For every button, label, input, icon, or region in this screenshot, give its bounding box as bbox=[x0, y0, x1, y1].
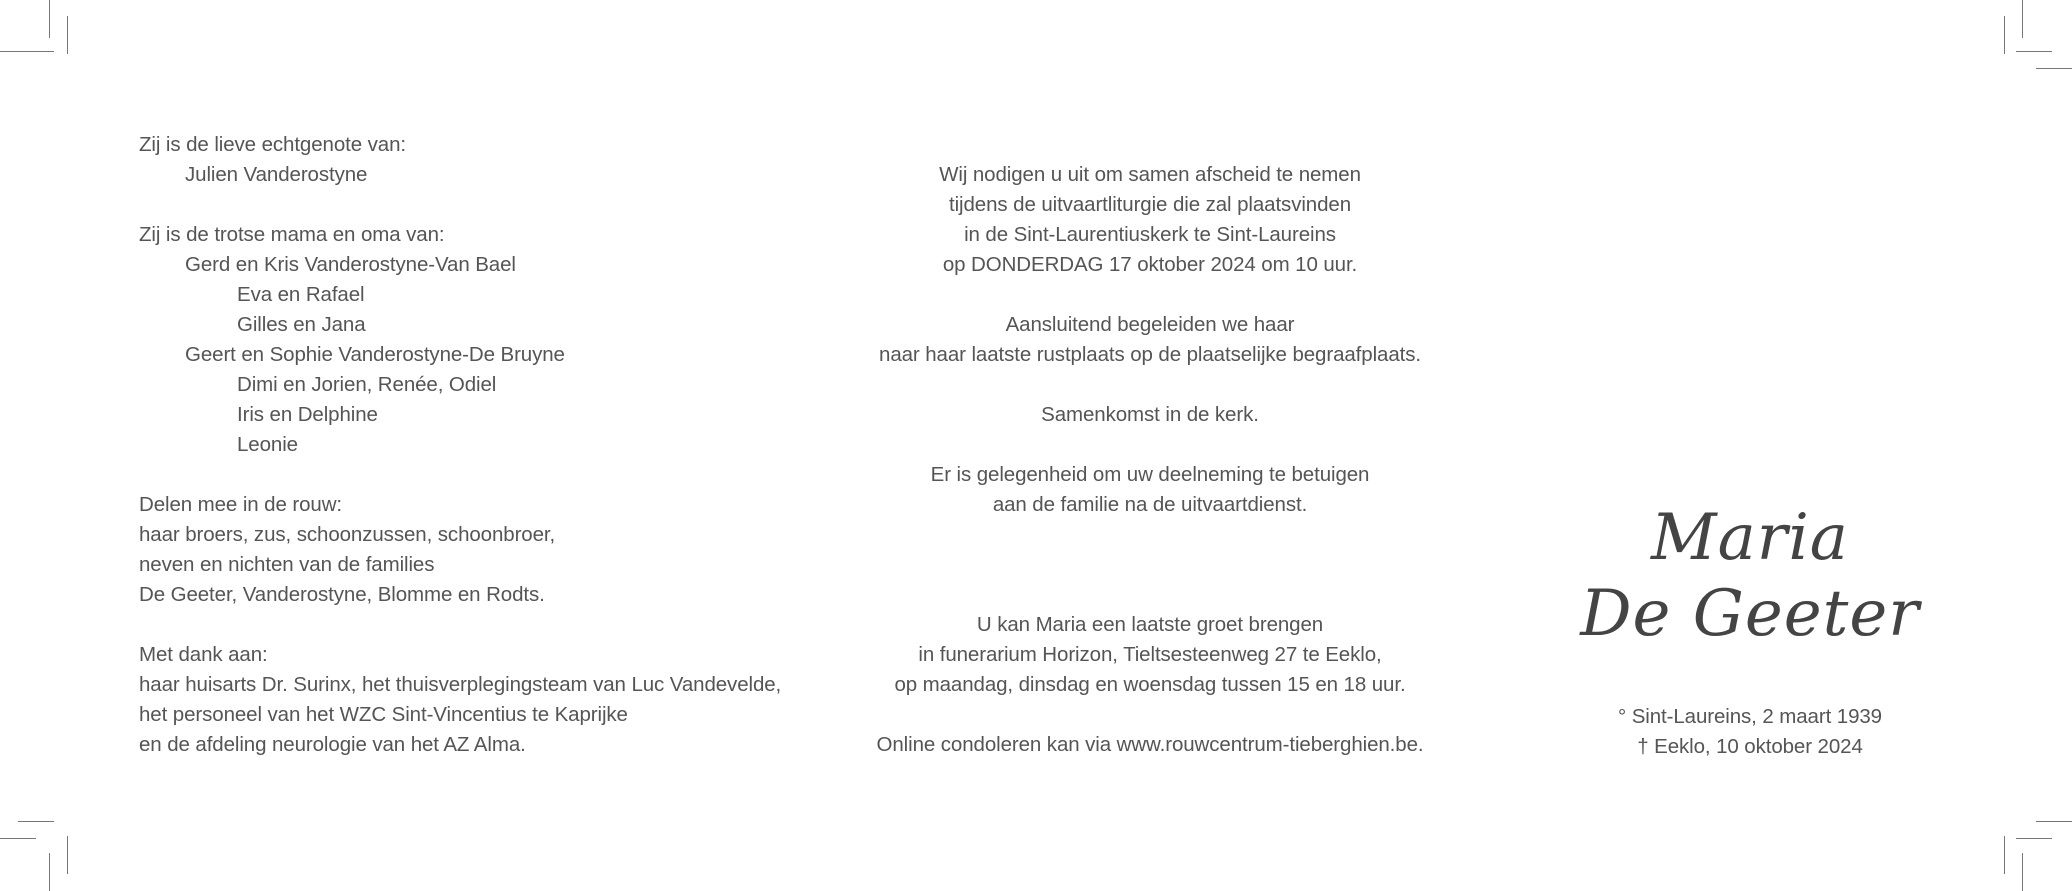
last-name: De Geeter bbox=[1580, 577, 1920, 651]
grandchild: Leonie bbox=[237, 433, 298, 456]
child-family: Geert en Sophie Vanderostyne-De Bruyne bbox=[185, 343, 565, 366]
burial-line: naar haar laatste rustplaats op de plaatselijke begraafplaats. bbox=[879, 343, 1421, 366]
crop-mark bbox=[49, 853, 50, 891]
crop-mark bbox=[2022, 0, 2023, 38]
crop-mark bbox=[67, 836, 68, 874]
deceased-name bbox=[1580, 500, 1920, 652]
life-dates bbox=[1560, 702, 1940, 762]
crop-mark bbox=[0, 838, 36, 839]
thanks-line: en de afdeling neurologie van het AZ Alma. bbox=[139, 733, 526, 756]
ceremony-column bbox=[850, 160, 1450, 760]
crop-mark bbox=[2036, 68, 2072, 69]
crop-mark bbox=[49, 0, 50, 38]
condolence-line: aan de familie na de uitvaartdienst. bbox=[992, 493, 1308, 516]
family-column bbox=[139, 130, 781, 760]
invitation-line: Wij nodigen u uit om samen afscheid te nemen bbox=[939, 163, 1361, 186]
online-condolence-line: Online condoleren kan via www.rouwcentrum-tieberghien.be. bbox=[876, 733, 1424, 756]
death-line: † Eeklo, 10 oktober 2024 bbox=[1637, 735, 1863, 758]
grandchild: Dimi en Jorien, Renée, Odiel bbox=[237, 373, 497, 396]
condolence-line: Er is gelegenheid om uw deelneming te betuigen bbox=[930, 463, 1370, 486]
crop-mark bbox=[2016, 838, 2052, 839]
grandchild: Gilles en Jana bbox=[237, 313, 366, 336]
children-heading: Zij is de trotse mama en oma van: bbox=[139, 223, 445, 246]
crop-mark bbox=[2016, 51, 2052, 52]
visitation-line: op maandag, dinsdag en woensdag tussen 15 en 18 uur. bbox=[894, 673, 1406, 696]
child-family: Gerd en Kris Vanderostyne-Van Bael bbox=[185, 253, 516, 276]
birth-line: ° Sint-Laureins, 2 maart 1939 bbox=[1618, 705, 1882, 728]
crop-mark bbox=[67, 16, 68, 54]
invitation-line: tijdens de uitvaartliturgie die zal plaatsvinden bbox=[948, 193, 1352, 216]
mourning-line: haar broers, zus, schoonzussen, schoonbroer, bbox=[139, 523, 556, 546]
grandchild: Iris en Delphine bbox=[237, 403, 378, 426]
crop-mark bbox=[2004, 836, 2005, 874]
thanks-line: haar huisarts Dr. Surinx, het thuisverplegingsteam van Luc Vandevelde, bbox=[139, 673, 782, 696]
burial-line: Aansluitend begeleiden we haar bbox=[1005, 313, 1295, 336]
crop-mark bbox=[18, 821, 54, 822]
visitation-line: U kan Maria een laatste groet brengen bbox=[976, 613, 1324, 636]
crop-mark bbox=[18, 51, 54, 52]
spouse-heading: Zij is de lieve echtgenote van: bbox=[139, 133, 406, 156]
mourning-line: neven en nichten van de families bbox=[139, 553, 435, 576]
gathering-note: Samenkomst in de kerk. bbox=[1041, 403, 1259, 426]
grandchild: Eva en Rafael bbox=[237, 283, 365, 306]
crop-mark bbox=[2036, 821, 2072, 822]
invitation-line: op DONDERDAG 17 oktober 2024 om 10 uur. bbox=[942, 253, 1358, 276]
spouse-name: Julien Vanderostyne bbox=[185, 163, 368, 186]
thanks-line: het personeel van het WZC Sint-Vincentius te Kaprijke bbox=[139, 703, 628, 726]
crop-mark bbox=[2022, 853, 2023, 891]
invitation-line: in de Sint-Laurentiuskerk te Sint-Laureins bbox=[964, 223, 1336, 246]
mourning-heading: Delen mee in de rouw: bbox=[139, 493, 343, 516]
thanks-heading: Met dank aan: bbox=[139, 643, 268, 666]
visitation-line: in funerarium Horizon, Tieltsesteenweg 27 te Eeklo, bbox=[918, 643, 1382, 666]
mourning-line: De Geeter, Vanderostyne, Blomme en Rodts. bbox=[139, 583, 545, 606]
crop-mark bbox=[2004, 16, 2005, 54]
first-name: Maria bbox=[1651, 501, 1849, 575]
